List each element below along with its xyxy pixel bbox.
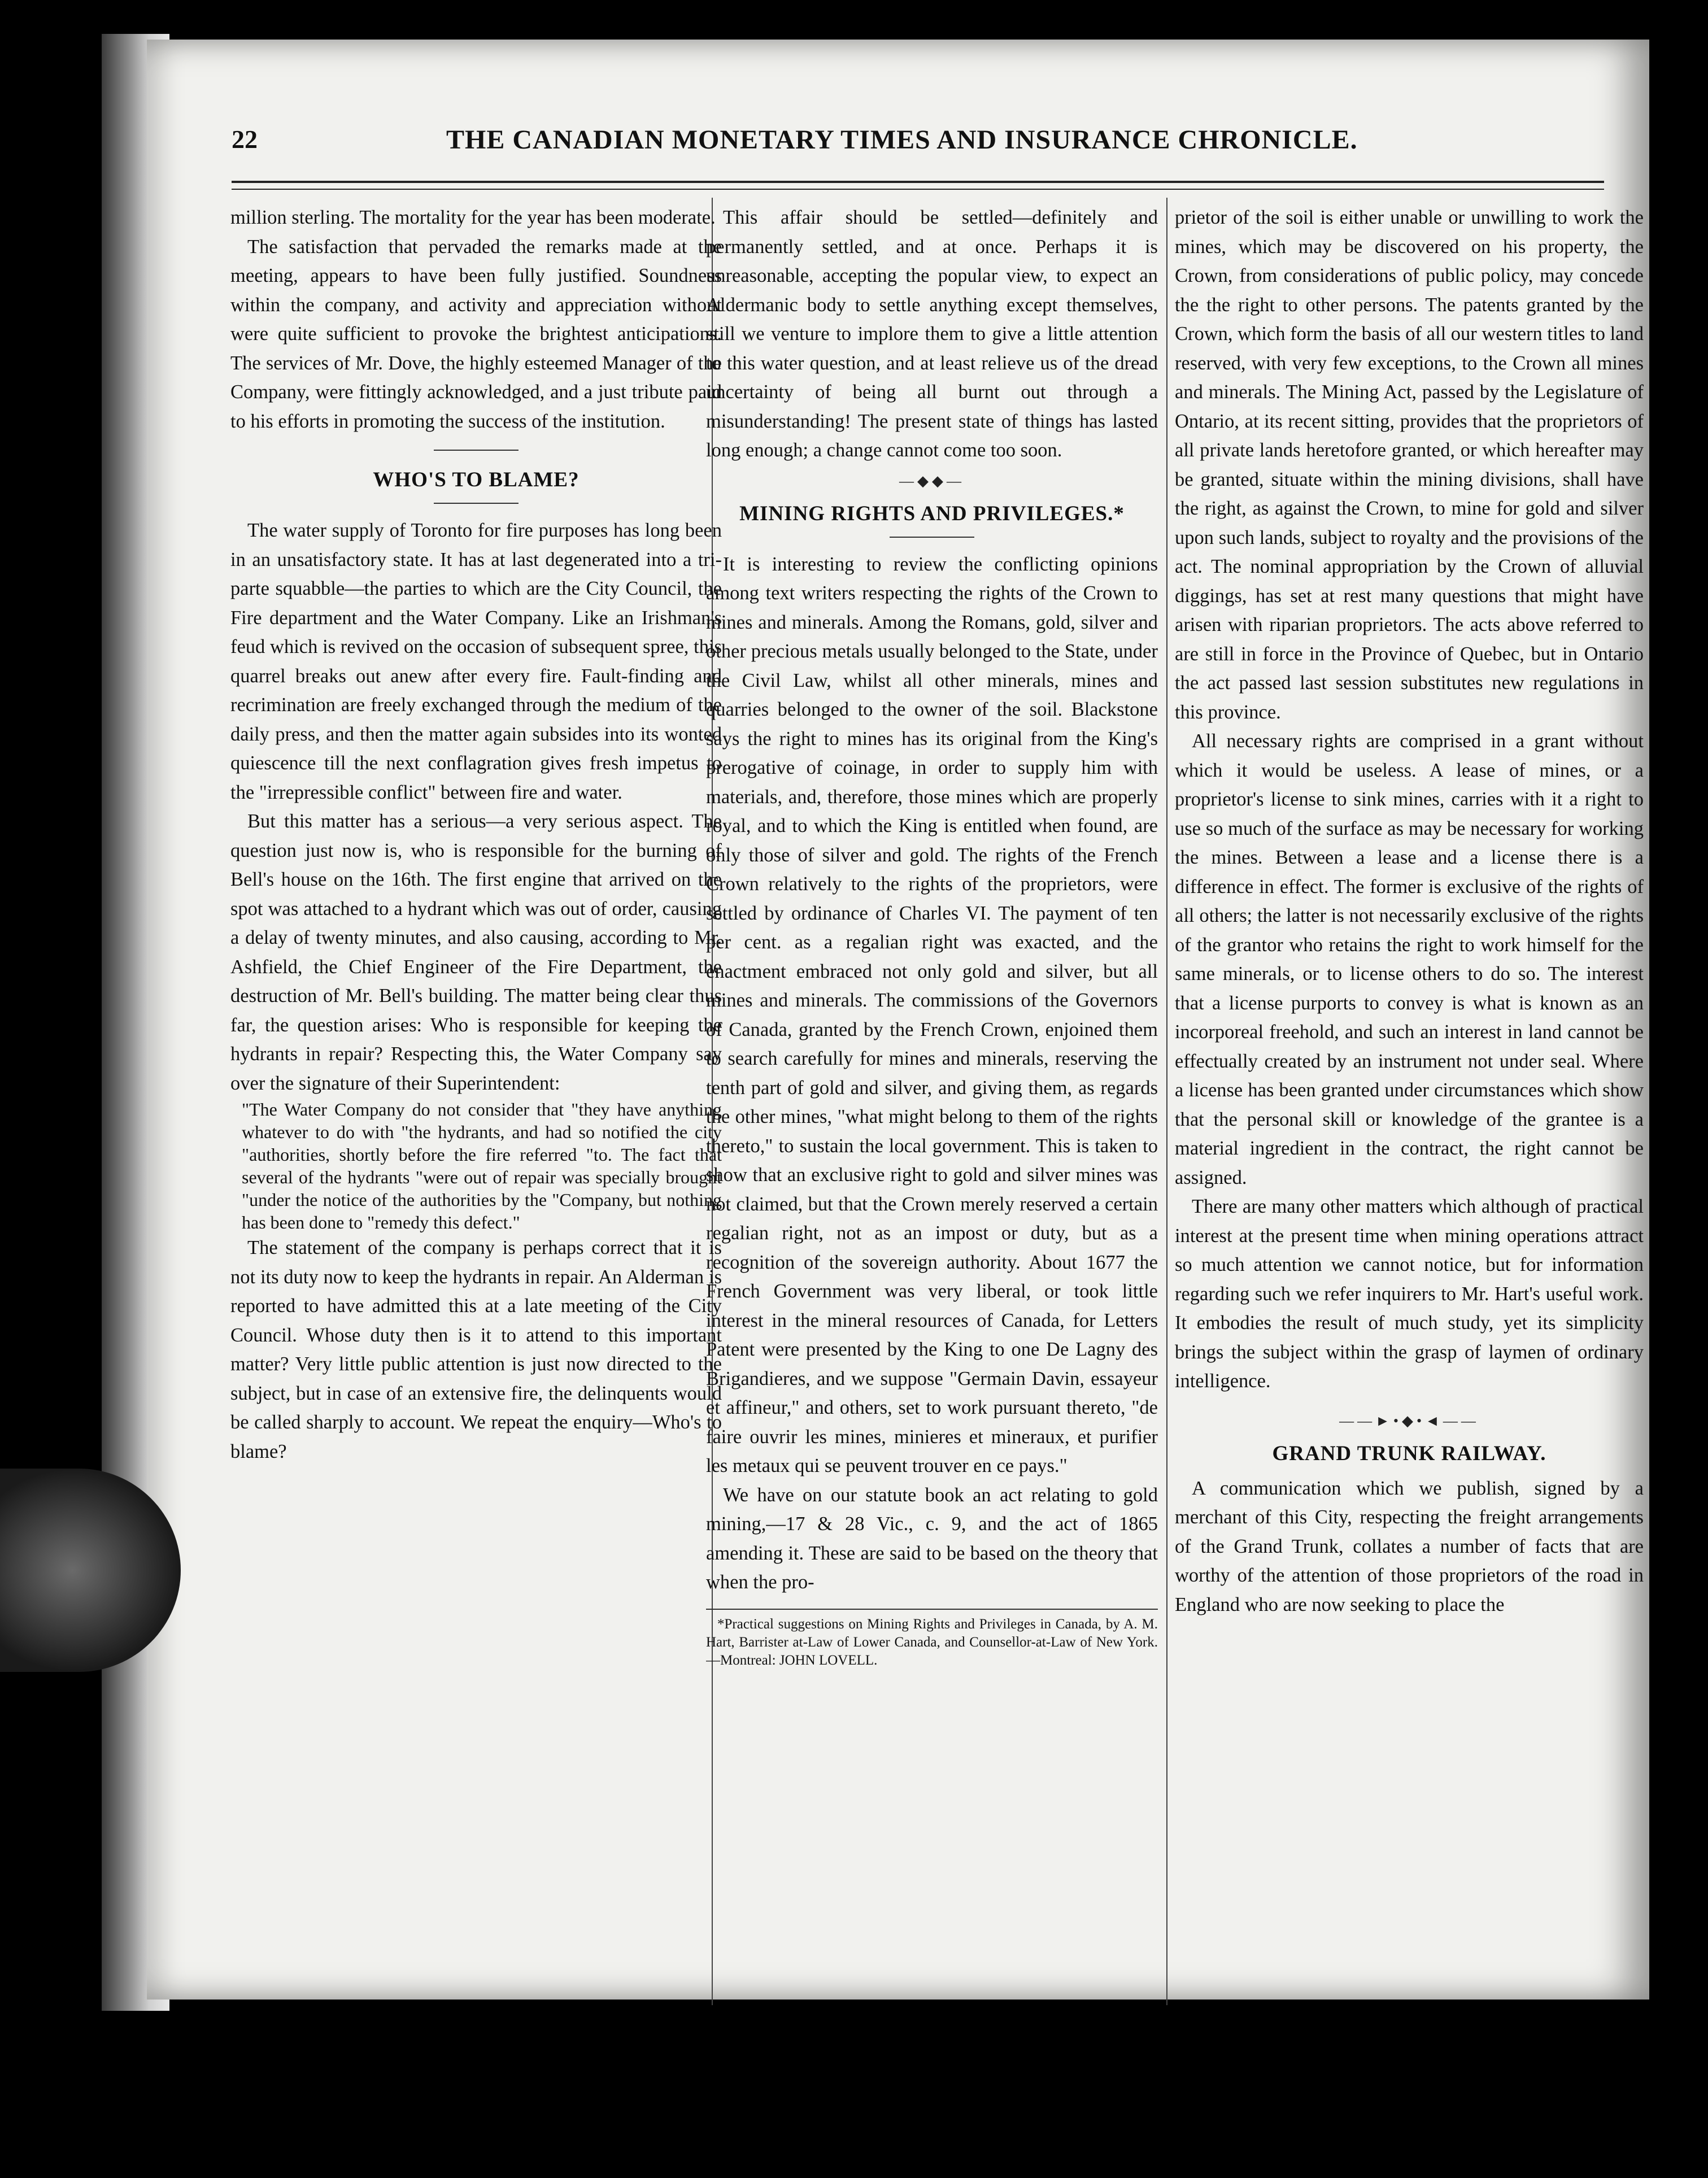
- column-1: [230, 203, 722, 2011]
- section-rule: [434, 503, 518, 504]
- paragraph: All necessary rights are comprised in a grant without which it would be useless. A lease of mines, or a proprietor's license to sink mines, carries with it a right to use so much of the surface as may be necessary for working the mines. Between a lease and a license there is a difference in effect. The former is exclusive of the rights of all others; the latter is not necessarily exclusive of the rights of the grantor who retains the right to work himself for the same minerals, or to license others to do so. The interest that a license purports to convey is what is known as an incorporeal freehold, and such an interest in land cannot be effectually created by an instrument not under seal. Where a license has been granted under circumstances which show that the personal skill or knowledge of the grantee is a material ingredient in the contract, the right cannot be assigned.: [1175, 730, 1644, 1188]
- column-2: [706, 203, 1158, 2011]
- paragraph: The satisfaction that pervaded the remarks made at the meeting, appears to have been fully justified. Soundness within the company, and activity and appreciation without were quite sufficient to provoke the brightest anticipations. The services of Mr. Dove, the highly esteemed Manager of the Company, were fittingly acknowledged, and a just tribute paid to his efforts in promoting the success of the institution.: [230, 236, 722, 432]
- paragraph: The statement of the company is perhaps correct that it is not its duty now to keep the hydrants in repair. An Alderman is reported to have admitted this at a late meeting of the City Council. Whose duty then is it to attend to this important matter? Very little public attention is just now directed to the subject, but in case of an extensive fire, the delinquents would be called sharply to account. We repeat the enquiry—Who's to blame?: [230, 1237, 722, 1462]
- footnote-rule: [706, 1609, 1158, 1610]
- paragraph: We have on our statute book an act relating to gold mining,—17 & 28 Vic., c. 9, and the act of 1865 amending it. These are said to be based on the theory that when the pro-: [706, 1484, 1158, 1593]
- ornament-divider: —◆◆—: [899, 472, 965, 489]
- page-header: [232, 124, 1598, 169]
- paragraph: The water supply of Toronto for fire purposes has long been in an unsatisfactory state. It has at last degenerated into a tri-parte squabble—the parties to which are the City Council, the Fire department and the Water Company. Like an Irishman's feud which is revived on the occasion of subsequent spree, this quarrel breaks out anew after every fire. Fault-finding and recrimination are freely exchanged through the medium of the daily press, and then the matter again subsides into its wonted quiescence till the next conflagration gives fresh impetus to the "irrepressible conflict" between fire and water.: [230, 520, 722, 803]
- page-number: 22: [232, 125, 258, 154]
- column-divider: [1166, 198, 1167, 2005]
- quotation: "The Water Company do not consider that "they have anything whatever to do with "the hydrants, and had so notified the city "authorities, shortly before the fire referred "to. The fact that several of the hydrants "were out of repair was specially brought "under the notice of the authorities by the "Company, but nothing has been done to "remedy this defect.": [242, 1099, 722, 1232]
- paragraph: It is interesting to review the conflicting opinions among text writers respecting the rights of the Crown to mines and minerals. Among the Romans, gold, silver and other precious metals usually belonged to the State, under the Civil Law, whilst all other minerals, mines and quarries belonged to the owner of the soil. Blackstone says the right to mines has its original from the King's prerogative of coinage, in order to supply him with materials, and, therefore, those mines which are properly royal, and to which the King is entitled when found, are only those of silver and gold. The rights of the French Crown relatively to the rights of the proprietors, were settled by ordinance of Charles VI. The payment of ten per cent. as a regalian right was exacted, and the enactment embraced not only gold and silver, but all mines and minerals. The commissions of the Governors of Canada, granted by the French Crown, enjoined them to search carefully for mines and minerals, reserving the tenth part of gold and silver, and giving them, as regards the other mines, "what might belong to them of the rights thereto," to sustain the local government. This is taken to show that an exclusive right to gold and silver mines was not claimed, but that the Crown merely reserved a certain regalian right, not as an impost or duty, but as a recognition of the sovereign authority. About 1677 the French Government was very liberal, or took little interest in the mineral resources of Canada, for Letters Patent were presented by the King to one De Lagny des Brigandieres, and we suppose "Germain Davin, essayeur et affineur," and others, set to work pursuant thereto, "de faire ouvrir les mines, minieres et mineraux, et purifier les metaux qui se peuvent trouver en ce pays.": [706, 553, 1158, 1476]
- running-title: THE CANADIAN MONETARY TIMES AND INSURANCE CHRONICLE.: [446, 125, 1358, 155]
- column-3: [1175, 203, 1644, 2011]
- paragraph: There are many other matters which although of practical interest at the present time when mining operations attract so much attention we cannot notice, but for information regarding such we refer inquirers to Mr. Hart's useful work. It embodies the result of much study, yet its simplicity brings the subject within the grasp of laymen of ordinary intelligence.: [1175, 1196, 1644, 1392]
- heading-grand-trunk: GRAND TRUNK RAILWAY.: [1272, 1441, 1546, 1465]
- paragraph: million sterling. The mortality for the year has been moderate.: [230, 207, 716, 228]
- paragraph: This affair should be settled—definitely and permanently settled, and at once. Perhaps it is unreasonable, accepting the popular view, to expect an Aldermanic body to settle anything except themselves, still we venture to implore them to give a little attention to this water question, and at least relieve us of the dread uncertainty of being all burnt out through a misunderstanding! The present state of things has lasted long enough; a change cannot come too soon.: [706, 207, 1158, 461]
- footnote: *Practical suggestions on Mining Rights and Privileges in Canada, by A. M. Hart, Barrister at-Law of Lower Canada, and Counsellor-at-Law of New York. —Montreal: JOHN LOVELL.: [706, 1616, 1158, 1668]
- paragraph: A communication which we publish, signed by a merchant of this City, respecting the freight arrangements of the Grand Trunk, collates a number of facts that are worthy of the attention of those proprietors of the road in England who are now seeking to place the: [1175, 1477, 1644, 1615]
- paragraph: But this matter has a serious—a very serious aspect. The question just now is, who is responsible for the burning of Bell's house on the 16th. The first engine that arrived on the spot was attached to a hydrant which was out of order, causing a delay of twenty minutes, and also causing, according to Mr. Ashfield, the Chief Engineer of the Fire Department, the destruction of Mr. Bell's building. The matter being clear thus far, the question arises: Who is responsible for keeping the hydrants in repair? Respecting this, the Water Company say over the signature of their Superintendent:: [230, 811, 722, 1094]
- heading-mining-rights: MINING RIGHTS AND PRIVILEGES.*: [739, 502, 1125, 525]
- ornament-divider: ——►•◆•◄——: [1339, 1412, 1479, 1429]
- section-rule: [434, 450, 518, 451]
- section-rule: [890, 537, 974, 538]
- heading-whos-to-blame: WHO'S TO BLAME?: [373, 468, 580, 491]
- header-rule: [232, 181, 1604, 190]
- paragraph: prietor of the soil is either unable or unwilling to work the mines, which may be discovered on his property, the Crown, from considerations of public policy, may concede the the right to other persons. The patents granted by the Crown, which form the basis of all our western titles to land reserved, with very few exceptions, to the Crown all mines and minerals. The Mining Act, passed by the Legislature of Ontario, at its recent sitting, provides that the proprietors of all private lands heretofore granted, or which hereafter may be granted, situate within the mining divisions, shall have the right, as against the Crown, to mine for gold and silver upon such lands, subject to royalty and the provisions of the act. The nominal appropriation by the Crown of alluvial diggings, has set at rest many questions that might have arisen with riparian proprietors. The acts above referred to are still in force in the Province of Quebec, but in Ontario the act passed last session substitutes new regulations in this province.: [1175, 207, 1644, 723]
- newspaper-page: [147, 40, 1649, 2000]
